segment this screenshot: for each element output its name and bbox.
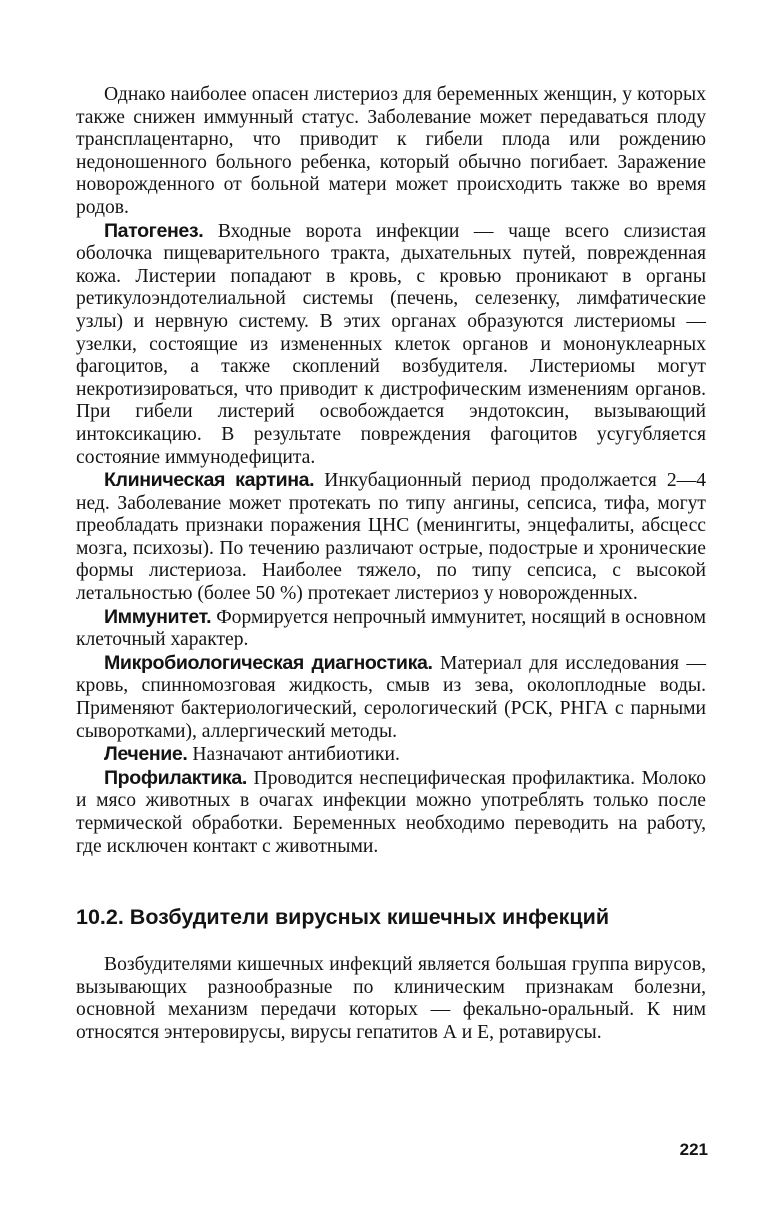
paragraph-heading: Клиническая картина. — [104, 469, 315, 492]
paragraph-immunity — [76, 606, 706, 652]
paragraph-diagnostics — [76, 652, 706, 743]
paragraph-text: Инкубационный период продолжается 2—4 нед. Заболевание может протекать по типу ангины, сепсиса, тифа, могут преобладать признаки поражения ЦНС (менингиты, энцефалиты, абсцесс мозга, психозы). По течению различают острые, подострые и хронические формы листериоза. Наиболее тяжело, по типу сепсиса, с высокой летальностью (более 50 %) протекает листериоз у новорожденных. — [76, 470, 707, 605]
paragraph-text: Формируется непрочный иммунитет, носящий в основном клеточный характер. — [76, 606, 706, 651]
paragraph-heading: Микробиологическая диагностика. — [104, 651, 433, 674]
page-number: 221 — [679, 1140, 708, 1159]
paragraph-clinical-picture — [76, 469, 706, 606]
paragraph-text: Назначают антибиотики. — [192, 744, 400, 766]
paragraph-text: Однако наиболее опасен листериоз для беременных женщин, у которых также снижен иммунный статус. Заболевание может передаваться плоду трансплацентарно, что приводит к гибели плода или рождению недоношенного больного ребенка, который обычно погибает. Заражение новорожденного от больной матери может происходить также во время родов. — [76, 84, 706, 218]
paragraph-heading: Лечение. — [104, 743, 188, 766]
paragraph-listeriosis-pregnancy — [76, 84, 706, 220]
paragraph-heading: Профилактика. — [104, 766, 247, 789]
paragraph-pathogenesis — [76, 220, 706, 470]
paragraph-text: Входные ворота инфекции — чаще всего слизистая оболочка пищеварительного тракта, дыхательных путей, поврежденная кожа. Листерии попадают в кровь, с кровью проникают в органы ретикулоэндотелиальной системы (печень, селезенку, лимфатические узлы) и нервную систему. В этих органах образуются листериомы — узелки, состоящие из измененных клеток органов и мононуклеарных фагоцитов, а также скоплений возбудителя. Листериомы могут некротизироваться, что приводит к дистрофическим изменениям органов. При гибели листерий освобождается эндотоксин, вызывающий интоксикацию. В результате повреждения фагоцитов усугубляется состояние иммунодефицита. — [76, 220, 706, 468]
paragraph-treatment — [76, 743, 706, 767]
page-text-column — [76, 84, 706, 1045]
paragraph-heading: Патогенез. — [104, 219, 204, 242]
paragraph-prevention — [76, 767, 706, 858]
paragraph-section-intro — [76, 954, 706, 1044]
paragraph-text: Материал для исследования — кровь, спинномозговая жидкость, смыв из зева, околоплодные воды. Применяют бактериологический, серологический (РСК, РНГА с парными сыворотками), аллергический методы. — [76, 652, 706, 742]
section-title: 10.2. Возбудители вирусных кишечных инфекций — [76, 905, 610, 930]
paragraph-heading: Иммунитет. — [104, 605, 212, 628]
paragraph-text: Возбудителями кишечных инфекций является большая группа вирусов, вызывающих разнообразные по клиническим признакам болезни, основной механизм передачи которых — фекально-оральный. К ним относятся энтеровирусы, вирусы гепатитов А и Е, ротавирусы. — [76, 954, 706, 1043]
paragraph-text: Проводится неспецифическая профилактика. Молоко и мясо животных в очагах инфекции можно употреблять только после термической обработки. Беременных необходимо переводить на работу, где исключен контакт с животными. — [76, 767, 706, 857]
